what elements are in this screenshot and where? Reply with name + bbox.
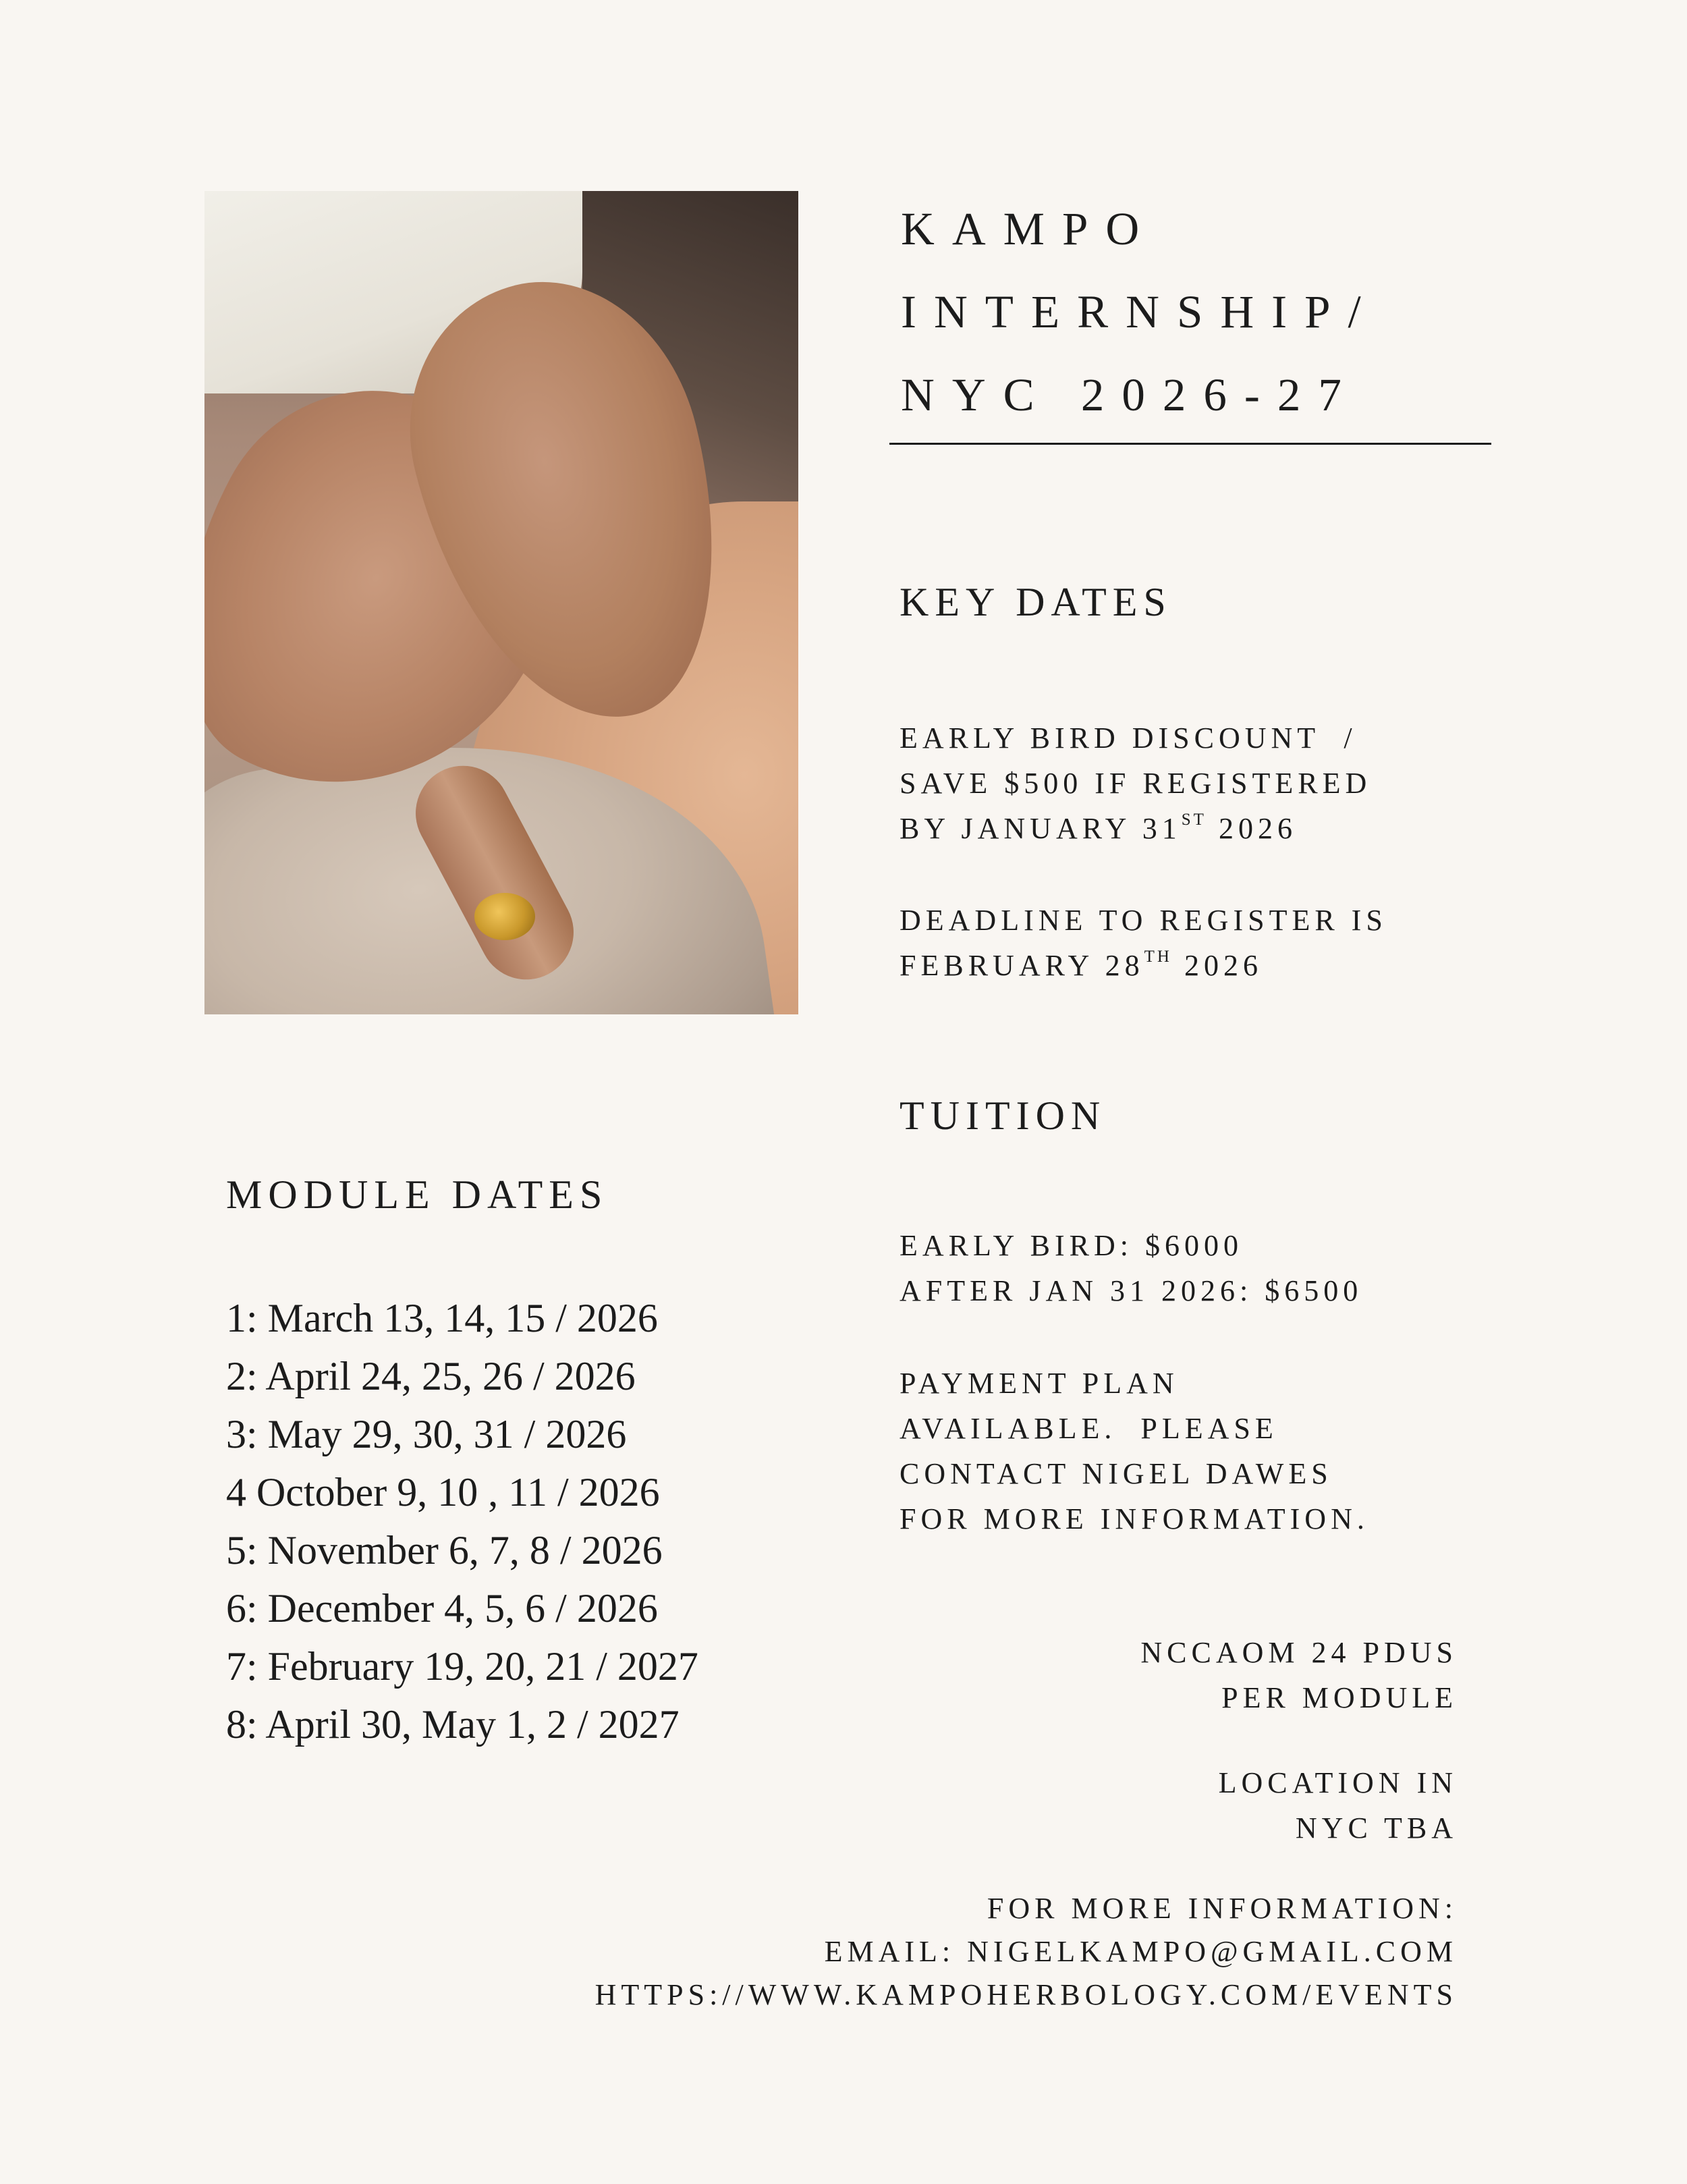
title-line-2: INTERNSHIP/ (901, 286, 1379, 337)
early-bird-line-1: EARLY BIRD DISCOUNT / (900, 721, 1357, 755)
payment-line-4: FOR MORE INFORMATION. (900, 1502, 1369, 1535)
contact-info (595, 1887, 1458, 2017)
regular-price: AFTER JAN 31 2026: $6500 (900, 1274, 1363, 1307)
title-line-1: KAMPO (901, 203, 1157, 254)
payment-line-2: AVAILABLE. PLEASE (900, 1412, 1278, 1445)
location-line-1: LOCATION IN (1218, 1766, 1458, 1799)
early-bird-line-3 (900, 812, 1297, 845)
deadline-date: FEBRUARY 28 (900, 949, 1144, 982)
key-dates-heading: KEY DATES (900, 580, 1172, 624)
early-bird-discount (900, 715, 1371, 851)
pdu-line-2: PER MODULE (1221, 1681, 1458, 1714)
deadline-line-1: DEADLINE TO REGISTER IS (900, 904, 1387, 937)
module-dates-list (226, 1289, 698, 1753)
deadline-date-suffix: TH (1144, 948, 1172, 966)
early-bird-line-2: SAVE $500 IF REGISTERED (900, 767, 1372, 800)
kampo-massage-photo (204, 191, 798, 1014)
location-note (1219, 1760, 1458, 1851)
list-item: 6: December 4, 5, 6 / 2026 (226, 1586, 658, 1631)
list-item: 4 October 9, 10 , 11 / 2026 (226, 1470, 660, 1514)
deadline-year: 2026 (1171, 949, 1263, 982)
payment-line-3: CONTACT NIGEL DAWES (900, 1457, 1333, 1490)
early-bird-date: BY JANUARY 31 (900, 812, 1182, 845)
title-divider (889, 443, 1491, 445)
title-line-3: NYC 2026-27 (901, 369, 1359, 420)
pdu-credits (1140, 1630, 1458, 1720)
list-item: 2: April 24, 25, 26 / 2026 (226, 1354, 636, 1398)
payment-line-1: PAYMENT PLAN (900, 1367, 1179, 1400)
tuition-prices (900, 1223, 1362, 1313)
module-dates-heading: MODULE DATES (226, 1172, 609, 1217)
location-line-2: NYC TBA (1295, 1811, 1458, 1845)
pdu-line-1: NCCAOM 24 PDUS (1140, 1636, 1458, 1669)
early-bird-price: EARLY BIRD: $6000 (900, 1229, 1243, 1262)
tuition-heading: TUITION (900, 1093, 1107, 1138)
list-item: 7: February 19, 20, 21 / 2027 (226, 1644, 698, 1689)
contact-email[interactable]: EMAIL: NIGELKAMPO@GMAIL.COM (824, 1935, 1458, 1968)
list-item: 1: March 13, 14, 15 / 2026 (226, 1296, 658, 1340)
early-bird-date-suffix: ST (1181, 811, 1207, 829)
list-item: 8: April 30, May 1, 2 / 2027 (226, 1702, 680, 1747)
photo-gold-ring (474, 893, 535, 940)
list-item: 5: November 6, 7, 8 / 2026 (226, 1528, 663, 1573)
page-title (901, 188, 1508, 437)
payment-plan-note (900, 1361, 1369, 1541)
registration-deadline (900, 898, 1387, 988)
contact-heading: FOR MORE INFORMATION: (987, 1892, 1458, 1925)
list-item: 3: May 29, 30, 31 / 2026 (226, 1412, 627, 1456)
early-bird-year: 2026 (1206, 812, 1297, 845)
deadline-line-2 (900, 949, 1263, 982)
contact-website-link[interactable]: HTTPS://WWW.KAMPOHERBOLOGY.COM/EVENTS (594, 1978, 1458, 2011)
